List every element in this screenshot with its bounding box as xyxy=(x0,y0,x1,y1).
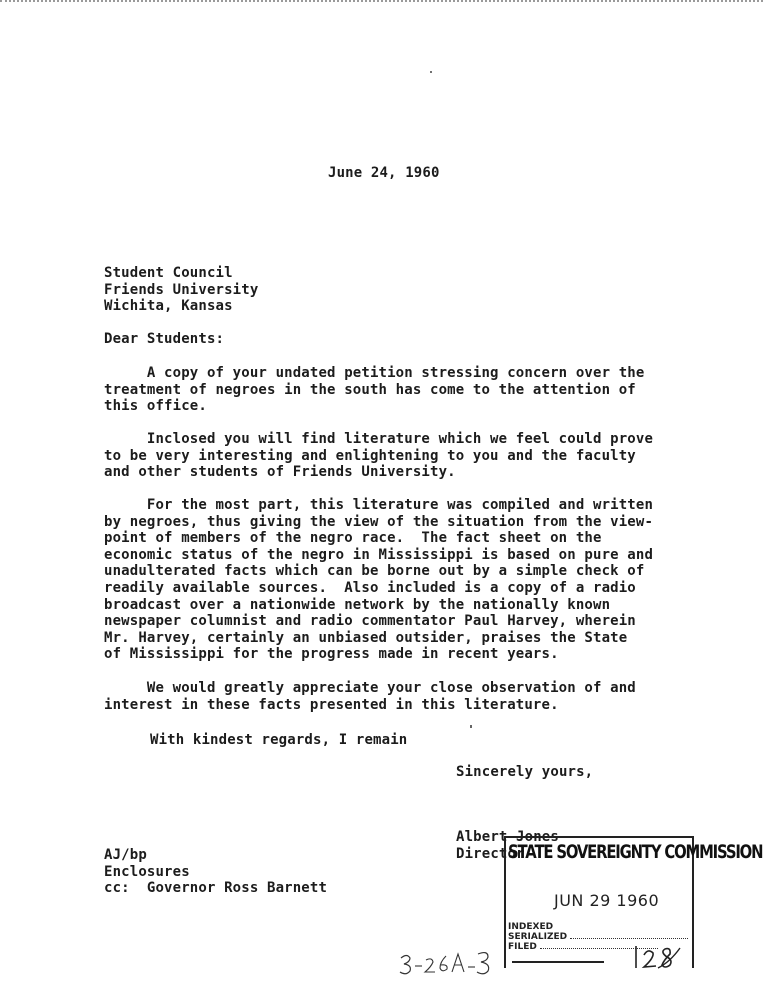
stamp-row-serialized xyxy=(508,932,688,942)
stamp-bottom-line xyxy=(512,961,604,963)
recipient-line: Student Council xyxy=(104,265,233,281)
salutation: Dear Students: xyxy=(104,331,225,347)
text-line: For the most part, this literature was compiled and written xyxy=(104,497,654,513)
text-line: Mr. Harvey, certainly an unbiased outsider, praises the State xyxy=(104,629,628,646)
text-line: point of members of the negro race. The fact sheet on the xyxy=(104,530,602,547)
handwritten-file-number xyxy=(398,948,508,980)
recipient-line: Friends University xyxy=(104,281,259,298)
text-line: by negroes, thus giving the view of the situation from the view- xyxy=(104,513,654,530)
closing-line: With kindest regards, I remain xyxy=(150,732,408,748)
complimentary-close: Sincerely yours, xyxy=(456,764,594,780)
text-line: of Mississippi for the progress made in recent years. xyxy=(104,646,559,663)
text-line: to be very interesting and enlightening to you and the faculty xyxy=(104,447,636,464)
commission-received-stamp xyxy=(504,836,763,968)
paragraph-1 xyxy=(104,365,644,415)
stamp-row-label: FILED xyxy=(508,942,537,952)
signature-name: Albert Jones xyxy=(456,829,559,845)
paper-speck xyxy=(470,725,472,728)
text-line: unadulterated facts which can be borne out by a simple check of xyxy=(104,563,645,580)
text-line: newspaper columnist and radio commentator Paul Harvey, wherein xyxy=(104,613,636,630)
signature-title: Director xyxy=(456,846,525,862)
text-line: economic status of the negro in Mississippi is based on pure and xyxy=(104,546,654,563)
footer-block xyxy=(104,847,327,897)
text-line: interest in these facts presented in this literature. xyxy=(104,696,559,713)
paper-speck xyxy=(430,71,432,73)
recipient-address xyxy=(104,265,258,315)
text-line: broadcast over a nationwide network by the nationally known xyxy=(104,596,611,613)
paragraph-2 xyxy=(104,431,653,481)
stamp-dotted-line xyxy=(570,938,688,939)
letter-date: June 24, 1960 xyxy=(328,165,440,181)
stamp-row-label: INDEXED xyxy=(508,922,554,932)
page-top-edge xyxy=(0,0,763,2)
stamp-row-label: SERIALIZED xyxy=(508,932,568,942)
text-line: We would greatly appreciate your close observation of and xyxy=(104,680,636,696)
stamp-title: STATE SOVEREIGNTY COMMISSION xyxy=(508,841,763,863)
text-line: Inclosed you will find literature which we feel could prove xyxy=(104,431,654,447)
handwritten-stamp-number xyxy=(634,946,682,970)
stamp-row-indexed xyxy=(508,922,553,932)
text-line: and other students of Friends University. xyxy=(104,464,456,481)
typist-initials: AJ/bp xyxy=(104,847,147,863)
recipient-line: Wichita, Kansas xyxy=(104,298,233,315)
text-line: this office. xyxy=(104,398,207,415)
text-line: readily available sources. Also included is a copy of a radio xyxy=(104,579,636,596)
enclosures-note: Enclosures xyxy=(104,863,190,880)
carbon-copy-line: cc: Governor Ross Barnett xyxy=(104,880,328,897)
text-line: A copy of your undated petition stressing concern over the xyxy=(104,365,645,381)
paragraph-3 xyxy=(104,497,653,663)
stamp-date: JUN 29 1960 xyxy=(554,891,660,910)
text-line: treatment of negroes in the south has come to the attention of xyxy=(104,381,636,398)
paragraph-4 xyxy=(104,680,636,713)
